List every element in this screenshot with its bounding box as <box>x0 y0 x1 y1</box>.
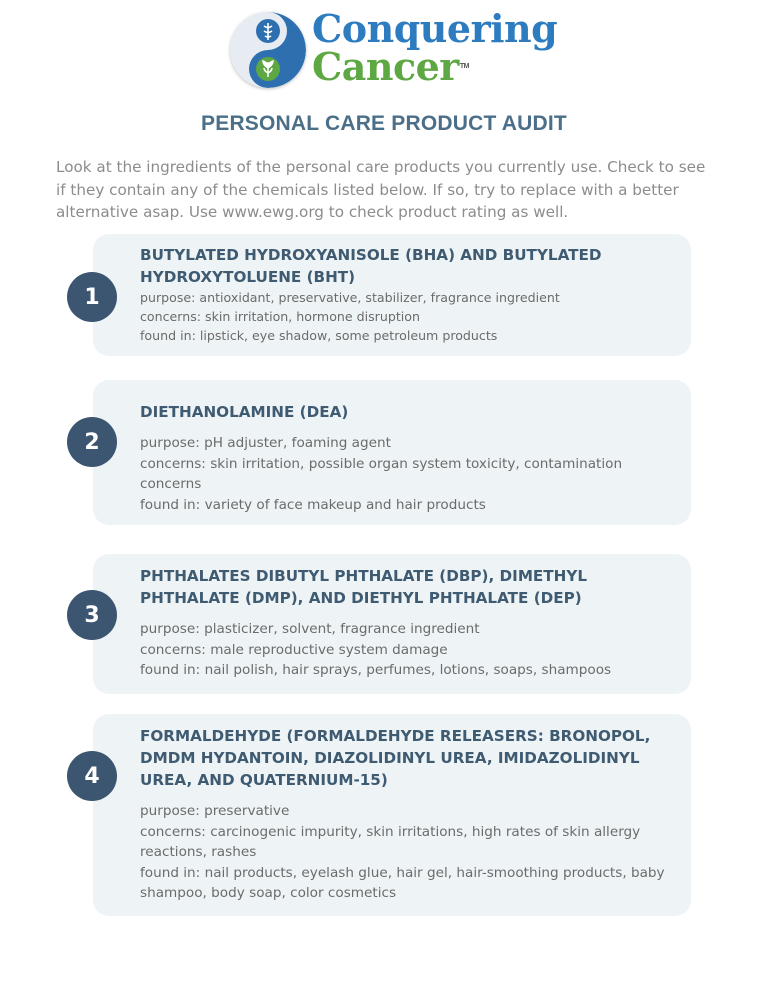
chemical-card-2 <box>84 380 691 525</box>
chemical-found-in: found in: nail polish, hair sprays, perfumes, lotions, soaps, shampoos <box>140 662 612 678</box>
item-number-badge: 2 <box>67 417 117 467</box>
chemical-card-4 <box>84 714 691 916</box>
logo-line2: CancerTM <box>312 44 469 89</box>
trademark-mark: TM <box>459 63 469 70</box>
intro-paragraph: Look at the ingredients of the personal care products you currently use. Check to see if they contain any of the chemicals listed below. If so, try to replace with a better alternative asap. Use www.ewg.org to check product rating as well. <box>56 158 706 221</box>
item-number-badge: 3 <box>67 590 117 640</box>
chemical-title: DIETHANOLAMINE (DEA) <box>140 403 349 421</box>
logo-emblem-icon <box>230 12 306 88</box>
chemical-card-1 <box>84 234 691 356</box>
item-number-badge: 4 <box>67 751 117 801</box>
chemical-found-in: found in: variety of face makeup and hair products <box>140 496 486 513</box>
chemical-concerns: concerns: male reproductive system damage <box>140 641 448 658</box>
chemical-title: FORMALDEHYDE (FORMALDEHYDE RELEASERS: BRONOPOL, DMDM HYDANTOIN, DIAZOLIDINYL UREA, IMIDAZOLIDINYL UREA, AND QUATERNIUM-15) <box>140 727 651 789</box>
logo-line1: Conquering <box>312 6 558 51</box>
item-number-badge: 1 <box>67 272 117 322</box>
chemical-found-in: found in: lipstick, eye shadow, some petroleum products <box>140 328 498 343</box>
chemical-found-in: found in: nail products, eyelash glue, hair gel, hair-smoothing products, baby shampoo, body soap, color cosmetics <box>140 864 665 901</box>
chemical-purpose: purpose: preservative <box>140 803 290 819</box>
chemical-concerns: concerns: skin irritation, possible organ system toxicity, contamination concerns <box>140 455 623 492</box>
logo-wordmark <box>312 6 558 89</box>
chemical-concerns: concerns: skin irritation, hormone disruption <box>140 309 420 324</box>
chemical-purpose: purpose: antioxidant, preservative, stabilizer, fragrance ingredient <box>140 290 560 305</box>
brand-logo <box>228 6 558 94</box>
chemical-purpose: purpose: plasticizer, solvent, fragrance ingredient <box>140 621 480 637</box>
chemical-title: PHTHALATES DIBUTYL PHTHALATE (DBP), DIMETHYL PHTHALATE (DMP), AND DIETHYL PHTHALATE (DEP) <box>140 567 588 607</box>
chemical-purpose: purpose: pH adjuster, foaming agent <box>140 435 391 451</box>
chemical-concerns: concerns: carcinogenic impurity, skin irritations, high rates of skin allergy reactions, rashes <box>140 823 641 860</box>
chemical-card-3 <box>84 554 691 694</box>
chemical-title: BUTYLATED HYDROXYANISOLE (BHA) AND BUTYLATED HYDROXYTOLUENE (BHT) <box>140 246 602 286</box>
page-title: PERSONAL CARE PRODUCT AUDIT <box>201 112 567 135</box>
